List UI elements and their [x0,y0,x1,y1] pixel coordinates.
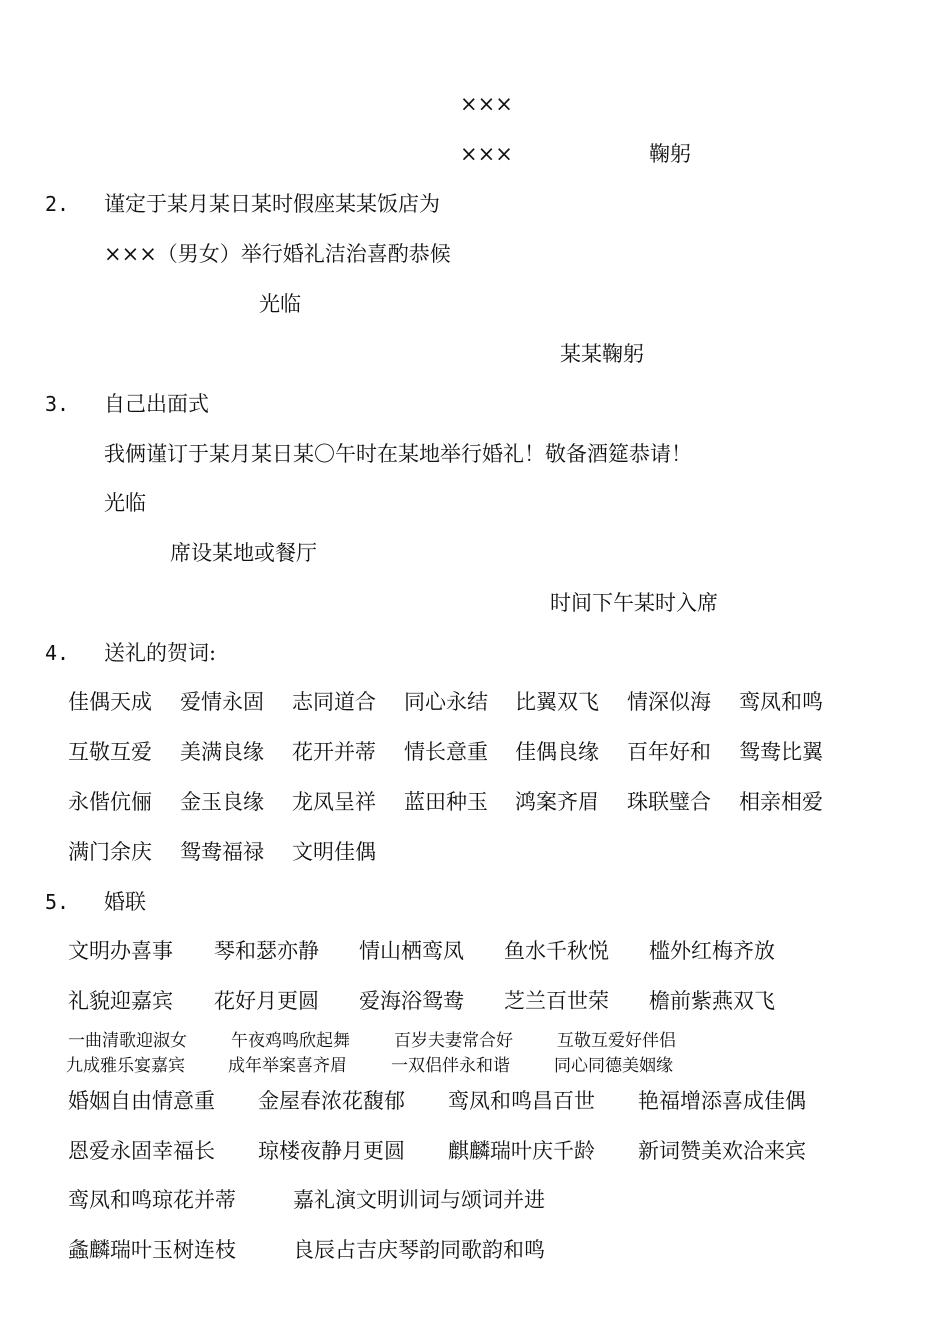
greeting-phrase: 百年好和 [627,740,711,764]
couplet-phrase: 琼楼夜静月更圆 [258,1139,405,1163]
section-2-line-3: 光临 [259,292,301,316]
section-3-line-4: 时间下午某时入席 [550,591,718,615]
greeting-phrase: 相亲相爱 [739,790,823,814]
couplet-phrase: 鸾凤和鸣琼花并蒂 [68,1188,236,1212]
couplet-phrase: 良辰占吉庆琴韵同歌韵和鸣 [293,1238,545,1262]
section-3-line-3: 席设某地或餐厅 [170,541,317,565]
couplet-phrase: 鱼水千秋悦 [504,939,609,963]
greeting-phrase: 鸳鸯福禄 [180,840,264,864]
greeting-phrase: 蓝田种玉 [404,790,488,814]
greeting-phrase: 互敬互爱 [68,740,152,764]
couplet-phrase: 嘉礼演文明训词与颂词并进 [293,1188,545,1212]
couplet-phrase: 花好月更圆 [214,989,319,1013]
couplet-phrase: 麒麟瑞叶庆千龄 [448,1139,595,1163]
couplet-phrase: 情山栖鸾凤 [359,939,464,963]
greeting-phrase: 爱情永固 [180,690,264,714]
section-3-line-1: 我俩谨订于某月某日某〇午时在某地举行婚礼！敬备酒筵恭请！ [104,442,692,466]
section-3-title: 自己出面式 [104,392,209,416]
section-2-line-1: 谨定于某月某日某时假座某某饭店为 [104,192,440,216]
section-3-line-2: 光临 [104,491,146,515]
greeting-phrase: 鸿案齐眉 [515,790,599,814]
section-4-number: 4. [45,641,70,665]
couplet-phrase-small: 百岁夫妻常合好 [394,1031,513,1051]
section-5-title: 婚联 [104,890,146,914]
greeting-phrase: 珠联璧合 [627,790,711,814]
couplet-phrase-small: 一双侣伴永和谐 [391,1056,510,1076]
greeting-phrase: 情长意重 [404,740,488,764]
section-4-title: 送礼的贺词: [104,641,217,665]
couplet-phrase: 螽麟瑞叶玉树连枝 [68,1238,236,1262]
couplet-phrase: 艳福增添喜成佳偶 [638,1089,806,1113]
couplet-phrase-small: 九成雅乐宴嘉宾 [66,1056,185,1076]
section-2-line-2: ×××（男女）举行婚礼洁治喜酌恭候 [104,242,451,266]
couplet-phrase: 檐前紫燕双飞 [649,989,775,1013]
couplet-phrase-small: 午夜鸡鸣欣起舞 [231,1031,350,1051]
couplet-phrase: 文明办喜事 [68,939,173,963]
section-2-signature: 某某鞠躬 [560,342,644,366]
couplet-phrase-small: 同心同德美姻缘 [554,1056,673,1076]
greeting-phrase: 永偕伉俪 [68,790,152,814]
greeting-phrase: 花开并蒂 [292,740,376,764]
bow-text: 鞠躬 [649,142,691,166]
couplet-phrase: 礼貌迎嘉宾 [68,989,173,1013]
name-line-1: ××× [460,92,513,116]
couplet-phrase: 爱海浴鸳鸯 [359,989,464,1013]
couplet-phrase: 婚姻自由情意重 [68,1089,215,1113]
greeting-phrase: 满门余庆 [68,840,152,864]
couplet-phrase-small: 一曲清歌迎淑女 [68,1031,187,1051]
couplet-phrase: 金屋春浓花馥郁 [258,1089,405,1113]
greeting-phrase: 龙凤呈祥 [292,790,376,814]
couplet-phrase: 琴和瑟亦静 [214,939,319,963]
greeting-phrase: 金玉良缘 [180,790,264,814]
greeting-phrase: 同心永结 [404,690,488,714]
couplet-phrase-small: 互敬互爱好伴侣 [557,1031,676,1051]
greeting-phrase: 文明佳偶 [292,840,376,864]
greeting-phrase: 情深似海 [627,690,711,714]
section-3-number: 3. [45,392,70,416]
greeting-phrase: 佳偶天成 [68,690,152,714]
couplet-phrase-small: 成年举案喜齐眉 [228,1056,347,1076]
couplet-phrase: 鸾凤和鸣昌百世 [448,1089,595,1113]
name-line-2: ××× [460,142,513,166]
greeting-phrase: 鸳鸯比翼 [739,740,823,764]
couplet-phrase: 新词赞美欢洽来宾 [638,1139,806,1163]
greeting-phrase: 志同道合 [292,690,376,714]
section-5-number: 5. [45,890,70,914]
greeting-phrase: 鸾凤和鸣 [739,690,823,714]
section-2-number: 2. [45,192,70,216]
couplet-phrase: 芝兰百世荣 [504,989,609,1013]
greeting-phrase: 比翼双飞 [515,690,599,714]
couplet-phrase: 恩爱永固幸福长 [68,1139,215,1163]
couplet-phrase: 槛外红梅齐放 [649,939,775,963]
greeting-phrase: 佳偶良缘 [515,740,599,764]
greeting-phrase: 美满良缘 [180,740,264,764]
